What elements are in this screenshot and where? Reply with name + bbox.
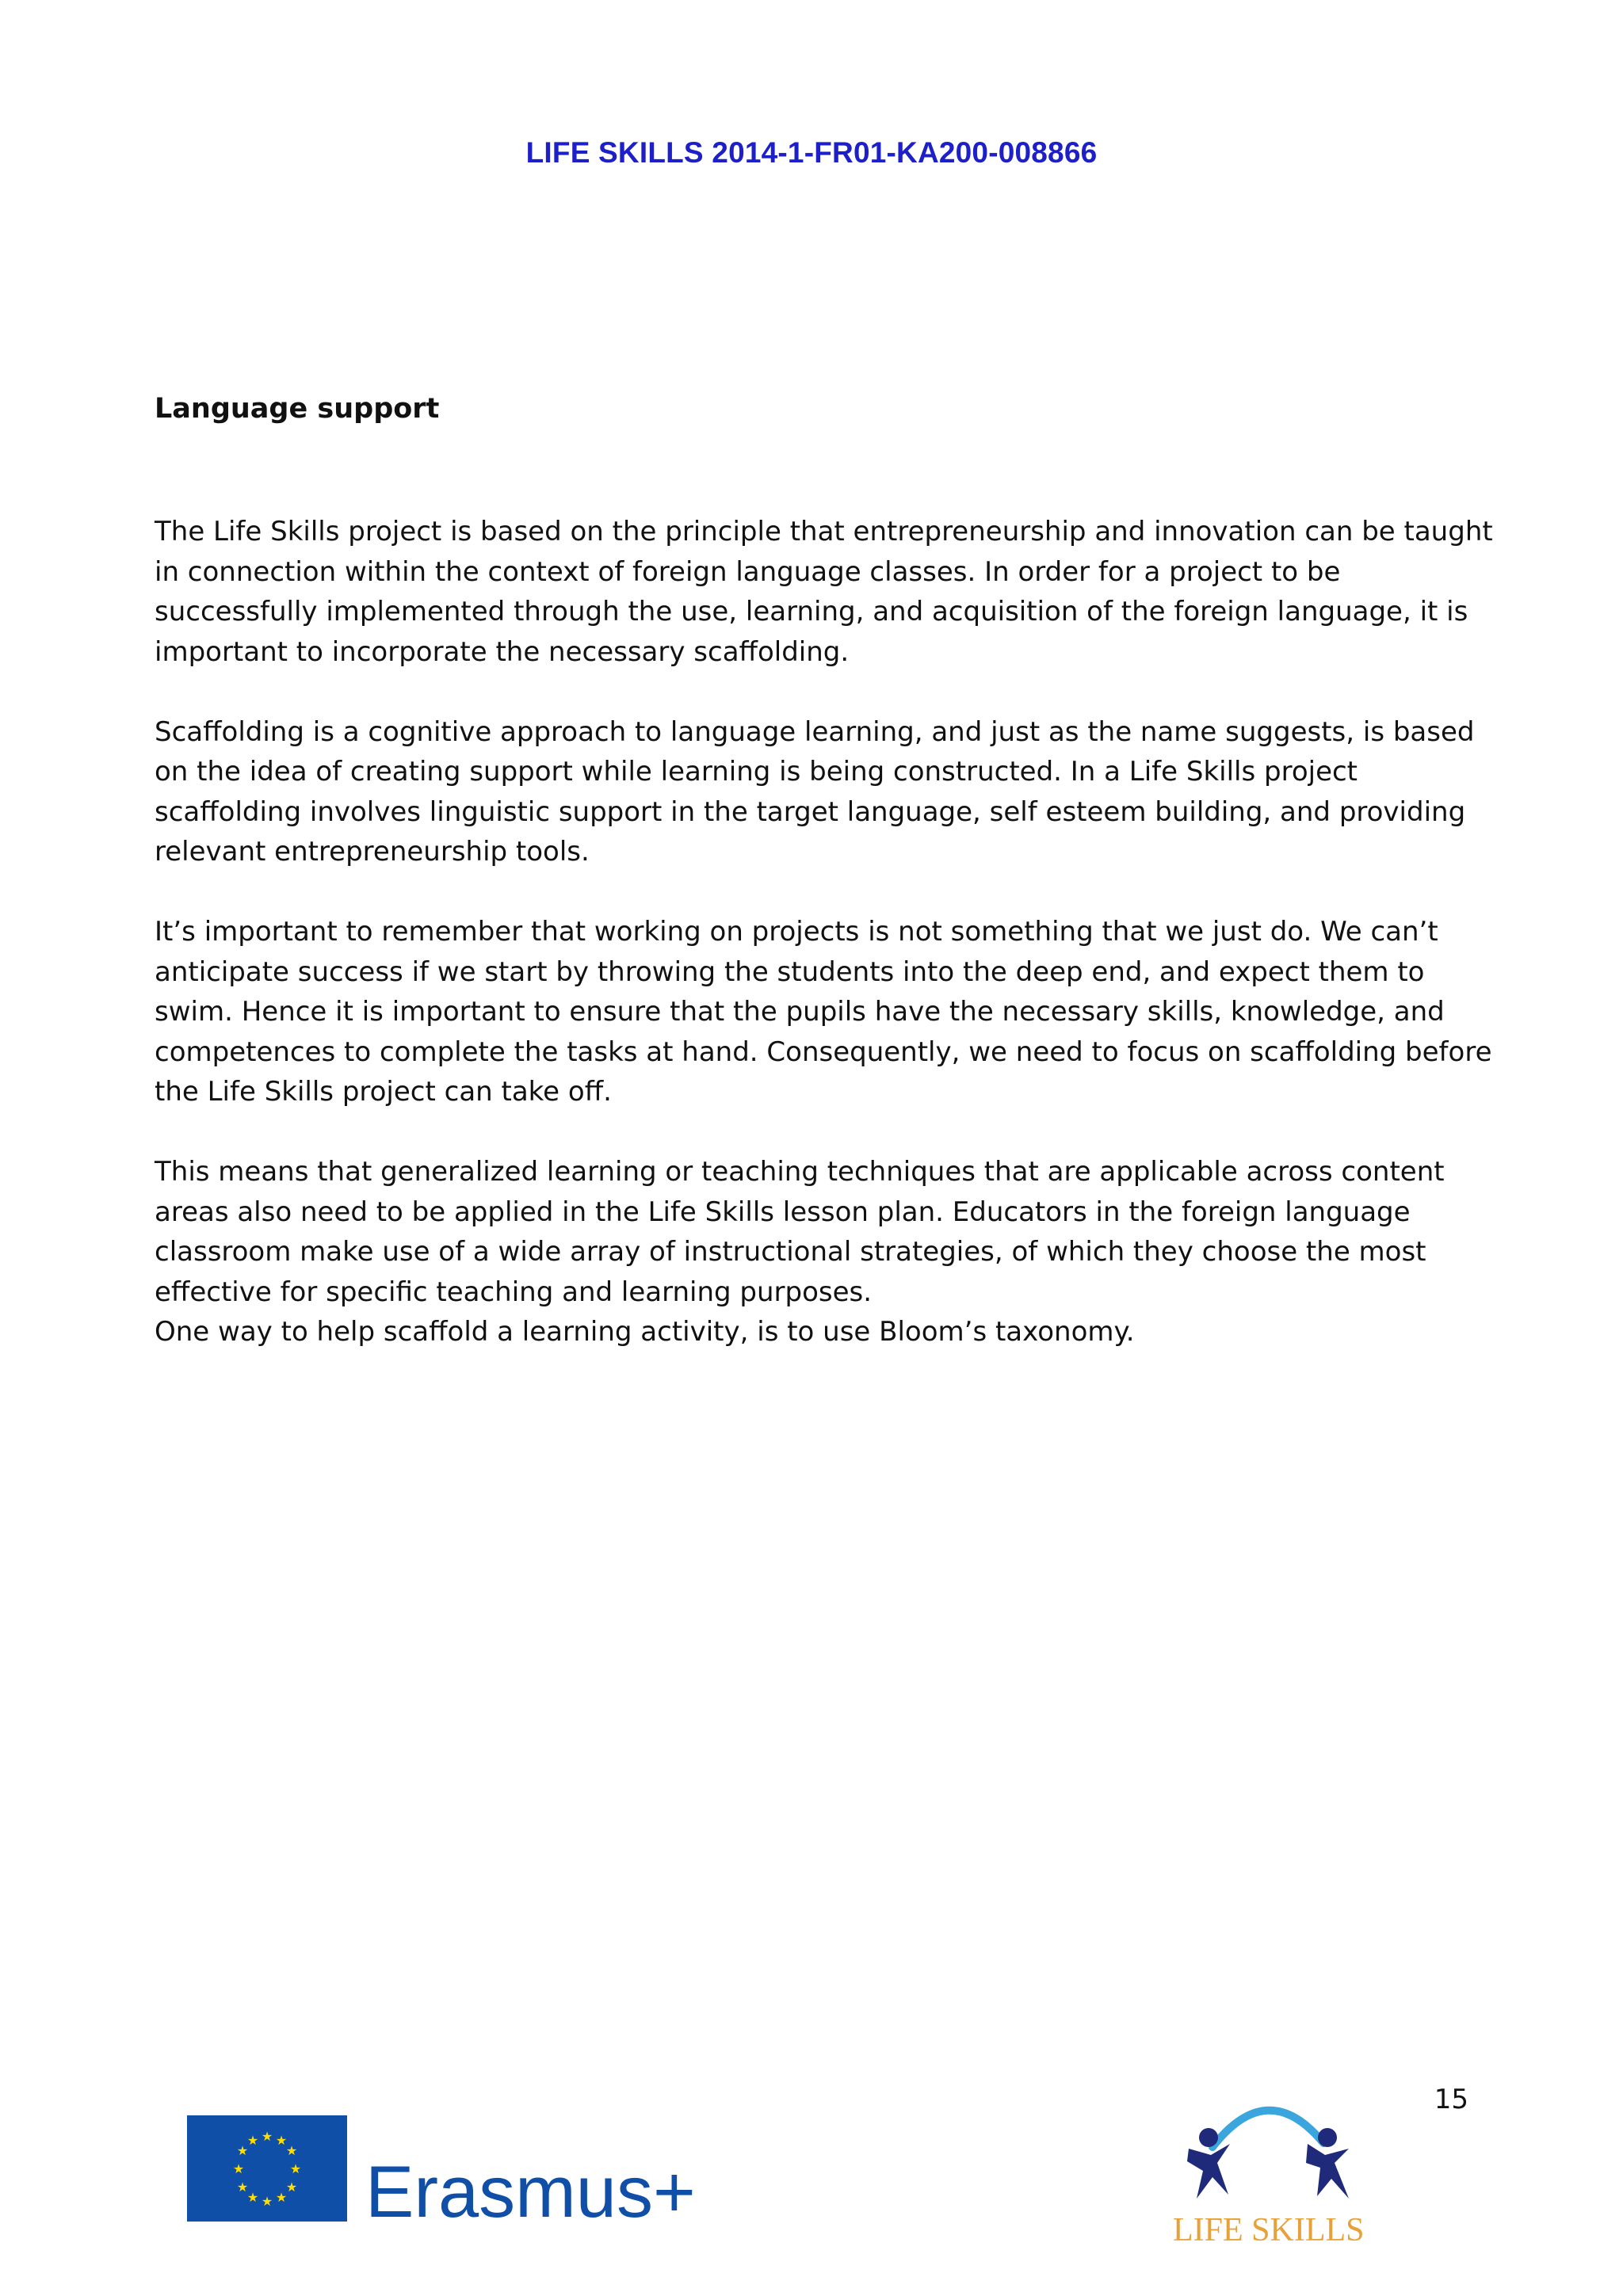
svg-text:★: ★ (289, 2161, 302, 2176)
lifeskills-logo (1165, 2092, 1395, 2250)
svg-text:★: ★ (261, 2194, 273, 2209)
svg-text:★: ★ (246, 2133, 259, 2148)
svg-text:★: ★ (232, 2161, 245, 2176)
paragraph: It’s important to remember that working on projects is not something that we just do. We can’t anticipate success if we start by throwing the students into the deep end, and expect them to swim. Hence it is important to ensure that the pupils have the necessary skills, knowledge, and competences to complete the tasks at hand. Consequently, we need to focus on scaffolding before the Life Skills project can take off. (155, 916, 1492, 1108)
paragraph: Scaffolding is a cognitive approach to language learning, and just as the name suggests, is based on the idea of creating support while learning is being constructed. In a Life Skills project scaffolding involves linguistic support in the target language, self esteem building, and providing relevant entrepreneurship tools. (155, 715, 1475, 868)
lifeskills-logo-text: LIFE SKILLS (1173, 2212, 1365, 2248)
paragraph: This means that generalized learning or teaching techniques that are applicable across content areas also need to be applied in the Life Skills lesson plan. Educators in the foreign language classroom make use of a wide array of instructional strategies, of which they choose the most effective for specific teaching and learning purposes. (155, 1156, 1445, 1308)
erasmus-plus-logo (187, 2115, 718, 2226)
erasmus-logo-text: Erasmus+ (365, 2152, 696, 2226)
svg-text:★: ★ (285, 2143, 298, 2158)
eu-flag-icon (187, 2115, 347, 2222)
project-code-header: LIFE SKILLS 2014-1-FR01-KA200-008866 (525, 136, 1098, 169)
lifeskills-figures-icon (1187, 2111, 1349, 2199)
svg-text:★: ★ (285, 2180, 298, 2195)
svg-text:★: ★ (246, 2190, 259, 2205)
section-heading: Language support (155, 393, 440, 425)
svg-text:★: ★ (236, 2180, 249, 2195)
svg-text:★: ★ (275, 2190, 288, 2205)
svg-text:★: ★ (236, 2143, 249, 2158)
paragraph: The Life Skills project is based on the principle that entrepreneurship and innovation can be taught in connection within the context of foreign language classes. In order for a project to be successfully implemented through the use, learning, and acquisition of the foreign language, it is important to incorporate the necessary scaffolding. (155, 516, 1493, 668)
paragraph: One way to help scaffold a learning activity, is to use Bloom’s taxonomy. (155, 1316, 1135, 1348)
body-text (155, 512, 1494, 1352)
page-number: 15 (1434, 2084, 1468, 2115)
svg-text:★: ★ (275, 2133, 288, 2148)
svg-text:★: ★ (261, 2129, 273, 2144)
